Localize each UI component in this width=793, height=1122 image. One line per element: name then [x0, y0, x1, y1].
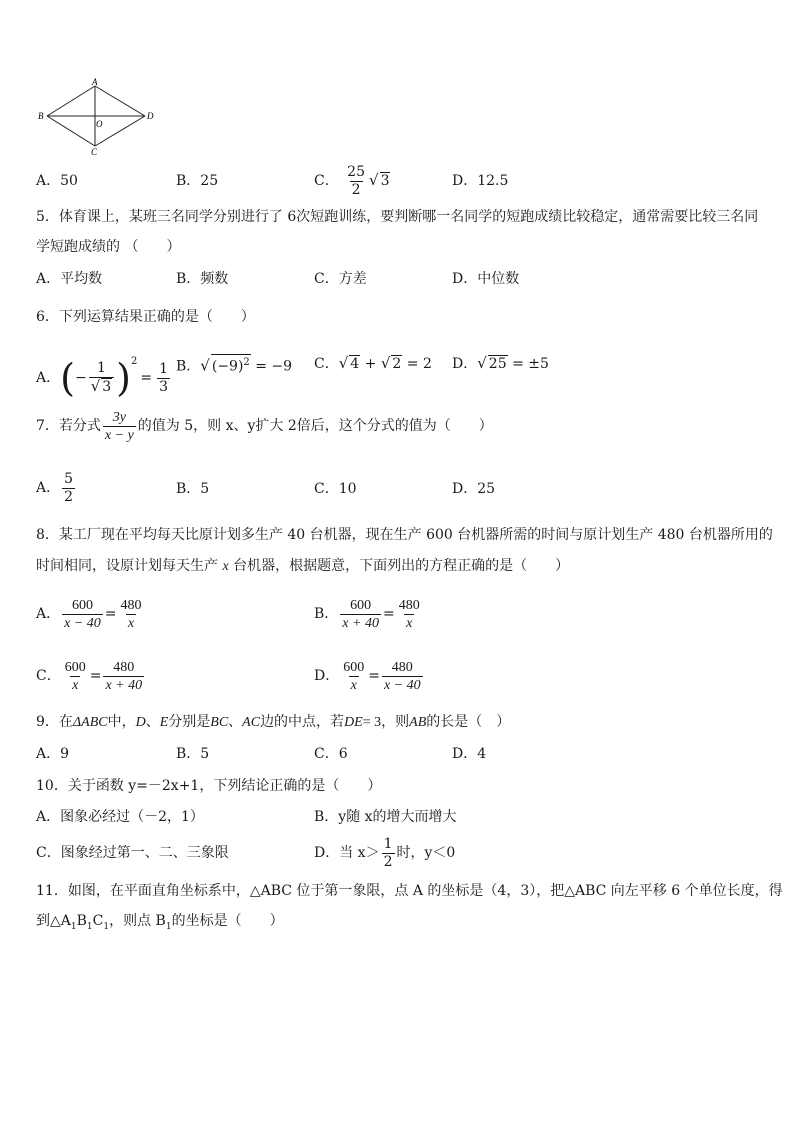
q9-option-d: D．4 [452, 746, 487, 762]
q6-option-b [176, 354, 292, 376]
q5-stem-line1: 5．体育课上，某班三名同学分别进行了 6次短跑训练，要判断哪一名同学的短跑成绩比较稳定，通常需要比较三名同 [36, 209, 759, 225]
q4-option-d: D．12.5 [452, 173, 509, 189]
q8-line2-pre: 时间相同，设原计划每天生产 [36, 558, 223, 574]
q8-c-left-denominator: x [72, 677, 79, 693]
q10-option-a: A．图象必经过（－2，1） [36, 809, 204, 825]
q9-part-4: 分别是 [168, 714, 211, 730]
q8-b-right-numerator: 480 [398, 597, 420, 613]
q8-c-left-fraction [63, 659, 88, 694]
q9-point-e: E [159, 715, 169, 730]
q6-a-result-fraction [157, 361, 170, 396]
q8-variable-x: x [222, 559, 229, 574]
q9-part-2: 中， [107, 714, 136, 730]
q5-option-d: D．中位数 [452, 271, 520, 287]
radical-sign: √ [200, 356, 210, 375]
q4-option-a: A．50 [36, 173, 78, 189]
q8-a-equals: = [104, 606, 117, 622]
q6-a-numerator: 1 [96, 360, 106, 376]
q7-a-denominator: 2 [64, 488, 74, 505]
q5-option-b: B．频数 [176, 271, 229, 287]
q8-line2-post: 台机器，根据题意，下面列出的方程正确的是（ ） [228, 558, 570, 574]
q4-option-c-label: C． [314, 173, 339, 189]
q6-option-c [314, 354, 432, 373]
q7-denominator: x − y [104, 427, 134, 443]
q8-d-right-fraction [382, 659, 423, 694]
q9-part-3: 、 [145, 714, 160, 730]
q9-segment-bc: BC [210, 715, 229, 730]
edge-cb [47, 116, 95, 146]
q8-c-label: C． [36, 668, 61, 684]
q8-c-left-numerator: 600 [64, 659, 86, 675]
vertex-label-d: D [147, 111, 154, 121]
q7-option-d: D．25 [452, 481, 496, 497]
q8-a-label: A． [36, 606, 61, 622]
q6-a-denominator [89, 377, 114, 396]
q8-b-right-denominator: x [406, 615, 413, 631]
q11-sub-1: 1 [70, 921, 77, 932]
q6-a-result-denominator: 3 [159, 378, 169, 395]
q9-point-d: D [135, 715, 146, 730]
q8-d-right-numerator: 480 [391, 659, 413, 675]
q8-c-right-fraction [103, 659, 144, 694]
q6-b-label: B． [176, 358, 201, 375]
q6-c-label: C． [314, 356, 339, 372]
q7-stem-post: 的值为 5，则 x、y扩大 2倍后，这个分式的值为（ ） [137, 418, 493, 434]
q6-a-inner-fraction [89, 360, 114, 396]
q4-c-denominator: 2 [351, 181, 361, 198]
q8-a-left-numerator: 600 [71, 597, 93, 613]
q5-option-c: C．方差 [314, 271, 367, 287]
q4-c-radicand: 3 [380, 173, 390, 189]
q8-stem-line1: 8．某工厂现在平均每天比原计划多生产 40 台机器，现在生产 600 台机器所需的时间与原计划生产 480 台机器所用的 [36, 527, 773, 543]
q4-c-numerator: 25 [347, 163, 365, 180]
q8-b-left-fraction [340, 597, 381, 632]
q11-sub-3: 1 [103, 921, 110, 932]
q9-part-8: 的长是（ ） [426, 714, 511, 730]
q8-d-left-fraction [341, 659, 366, 694]
edge-ab [47, 86, 95, 116]
q8-option-d [314, 656, 425, 696]
q10-d-denominator: 2 [383, 853, 393, 870]
q11-stem-line2 [36, 912, 284, 936]
q11-line2-post: 的坐标是（ ） [171, 913, 284, 929]
q6-a-exponent: 2 [131, 356, 138, 367]
q9-segment-ab: AB [409, 715, 427, 730]
q8-option-b [314, 594, 424, 634]
q5-option-a: A．平均数 [36, 271, 103, 287]
q6-a-result-numerator: 1 [159, 360, 169, 377]
q8-a-left-fraction [62, 597, 103, 632]
q8-b-left-numerator: 600 [350, 597, 372, 613]
q7-stem [36, 406, 493, 446]
q8-option-c [36, 656, 146, 696]
q6-d-radicand: 25 [488, 356, 507, 372]
rhombus-figure [34, 78, 159, 158]
q8-b-right-fraction [397, 597, 422, 632]
q7-option-b: B．5 [176, 481, 210, 497]
q6-d-label: D． [452, 356, 478, 372]
q10-d-pre: D．当 x＞ [314, 845, 380, 861]
q7-fraction [103, 409, 136, 444]
q9-part-5: 、 [228, 714, 243, 730]
q9-option-b: B．5 [176, 746, 210, 762]
q8-option-a [36, 594, 146, 634]
q9-stem [36, 713, 510, 732]
q8-d-left-denominator: x [350, 677, 357, 693]
q6-c-result: = 2 [402, 356, 432, 372]
q8-d-left-numerator: 600 [343, 659, 365, 675]
q6-stem: 6．下列运算结果正确的是（ ） [36, 309, 255, 325]
q6-b-exponent: 2 [243, 357, 250, 368]
q4-option-c [314, 162, 390, 199]
q7-a-numerator: 5 [64, 470, 74, 487]
q11-sub-2: 1 [86, 921, 93, 932]
vertex-label-b: B [38, 111, 44, 121]
q7-a-fraction [62, 471, 75, 506]
q10-option-d [314, 833, 455, 873]
q7-option-c: C．10 [314, 481, 357, 497]
q8-c-equals: = [89, 668, 102, 684]
q6-a-equals: = [140, 370, 153, 386]
paren-close: ) [116, 356, 131, 400]
q8-d-right-denominator: x − 40 [383, 677, 421, 693]
radical-sign: √ [90, 377, 101, 395]
q6-a-radicand: 3 [102, 379, 112, 395]
q9-segment-de: DE [344, 715, 363, 730]
q8-d-label: D． [314, 668, 340, 684]
vertex-label-o: O [96, 119, 103, 129]
q10-option-c: C．图象经过第一、二、三象限 [36, 845, 229, 861]
q11-stem-line1: 11．如图，在平面直角坐标系中，△ABC 位于第一象限，点 A 的坐标是（4，3），把△ABC 向左平移 6 个单位长度，得 [36, 883, 783, 899]
q5-stem-line2: 学短跑成绩的 （ ） [36, 239, 181, 255]
q6-c-radicand-1: 4 [350, 356, 360, 372]
radical-sign: √ [369, 171, 379, 189]
q6-option-a [36, 342, 172, 398]
q9-part-7: = 3，则 [362, 715, 410, 730]
q11-letter-c: C [92, 913, 104, 929]
radical-sign: √ [380, 354, 391, 372]
q6-b-result: = −9 [250, 358, 293, 375]
q8-stem-line2 [36, 557, 569, 576]
q6-option-d [452, 354, 549, 373]
q7-numerator: 3y [112, 409, 126, 425]
q8-a-right-denominator: x [127, 615, 135, 631]
q11-line2-mid: ，则点 B [109, 913, 166, 929]
q8-b-left-denominator: x + 40 [342, 615, 379, 631]
q6-a-minus: − [74, 370, 87, 386]
q7-option-a [36, 468, 77, 508]
q8-c-right-denominator: x + 40 [105, 677, 143, 693]
q11-letter-b: B [76, 913, 87, 929]
q11-line2-pre: 到△A [36, 913, 71, 929]
q6-c-radicand-2: 2 [392, 356, 402, 372]
q10-option-b: B．y随 x的增大而增大 [314, 809, 457, 825]
q10-d-numerator: 1 [383, 835, 393, 852]
radical-sign: √ [477, 354, 487, 372]
q9-part-6: 边的中点，若 [260, 714, 345, 730]
q10-d-post: 时，y＜0 [396, 845, 456, 861]
q11-sub-4: 1 [165, 921, 172, 932]
q4-option-b: B．25 [176, 173, 219, 189]
q8-d-equals: = [368, 668, 380, 684]
q10-stem: 10．关于函数 y=－2x+1，下列结论正确的是（ ） [36, 778, 382, 794]
q4-option-c-fraction [345, 164, 367, 199]
q10-d-fraction [382, 836, 395, 871]
q7-a-label: A． [36, 480, 61, 496]
q9-part-1: 9．在 [36, 714, 73, 730]
q6-d-result: = ±5 [507, 356, 549, 372]
q9-option-a: A．9 [36, 746, 70, 762]
q7-stem-pre: 7．若分式 [36, 418, 101, 434]
vertex-label-c: C [91, 147, 98, 157]
q8-c-right-numerator: 480 [113, 659, 135, 675]
vertex-label-a: A [92, 78, 98, 87]
q6-c-plus: + [360, 356, 381, 372]
q9-option-c: C．6 [314, 746, 348, 762]
paren-open: ( [60, 356, 75, 400]
edge-ad [95, 86, 145, 116]
edge-dc [95, 116, 145, 146]
q8-a-right-fraction [119, 597, 144, 632]
q9-triangle: ΔABC [72, 715, 108, 730]
q6-b-radicand-base: (−9) [211, 358, 244, 375]
q8-b-label: B． [314, 606, 339, 622]
q8-a-right-numerator: 480 [120, 597, 142, 613]
q6-a-label: A． [36, 370, 61, 386]
q8-b-equals: = [382, 606, 395, 622]
q9-segment-ac: AC [242, 715, 261, 730]
q8-a-left-denominator: x − 40 [64, 615, 101, 631]
q6-b-radicand [211, 354, 251, 375]
radical-sign: √ [338, 354, 349, 372]
